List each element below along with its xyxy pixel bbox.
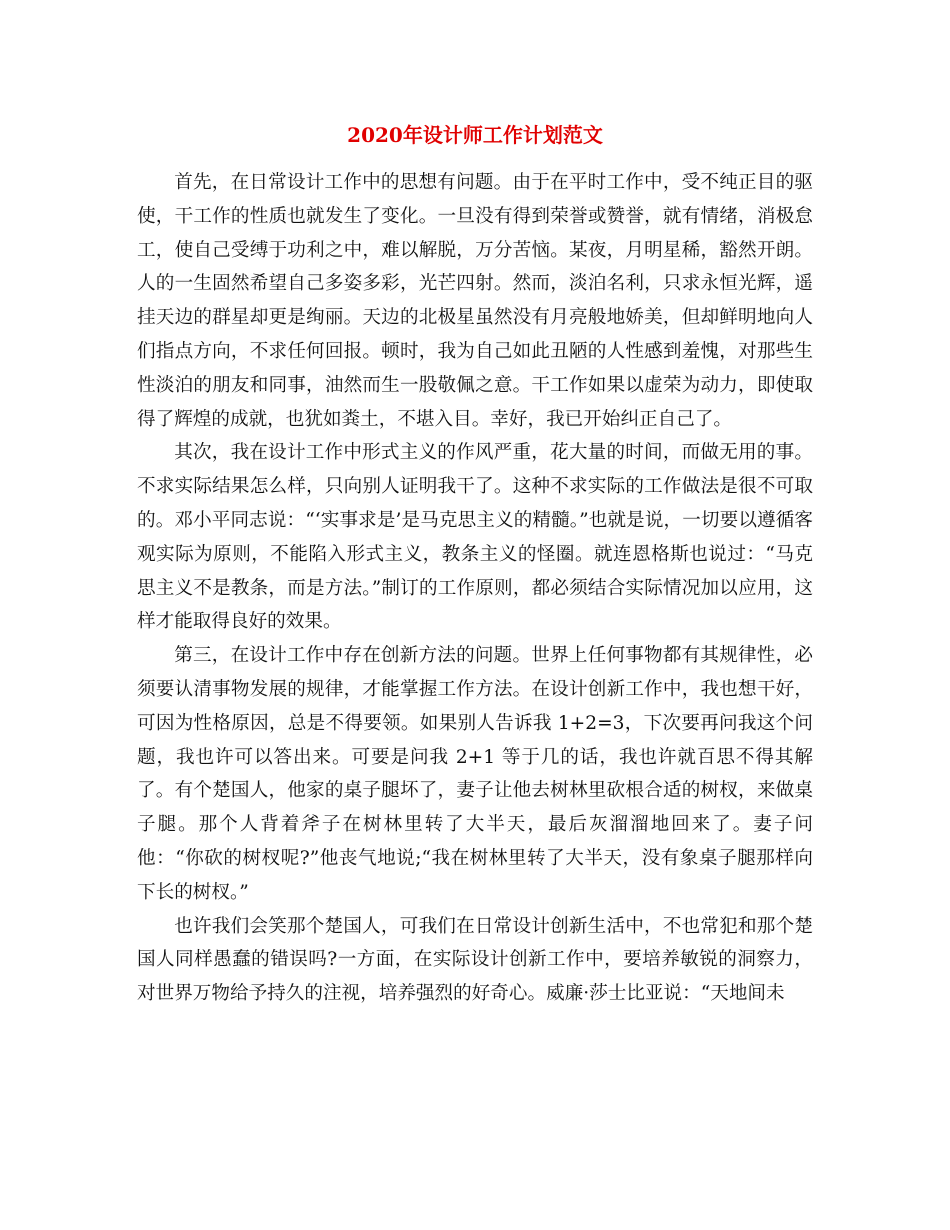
paragraph-4: 也许我们会笑那个楚国人，可我们在日常设计创新生活中，不也常犯和那个楚国人同样愚蠢的错误吗?一方面，在实际设计创新工作中，要培养敏锐的洞察力，对世界万物给予持久的注视，培养强烈的好奇心。威廉·莎士比亚说：“天地间未 xyxy=(137,915,813,1005)
paragraph-2: 其次，我在设计工作中形式主义的作风严重，花大量的时间，而做无用的事。不求实际结果怎么样，只向别人证明我干了。这种不求实际的工作做法是很不可取的。邓小平同志说：“‘实事求是’是马克思主义的精髓。”也就是说，一切要以遵循客观实际为原则，不能陷入形式主义，教条主义的怪圈。就连恩格斯也说过：“马克思主义不是教条，而是方法。”制订的工作原则，都必须结合实际情况加以应用，这样才能取得良好的效果。 xyxy=(137,442,813,633)
paragraph-3: 第三，在设计工作中存在创新方法的问题。世界上任何事物都有其规律性，必须要认清事物发展的规律，才能掌握工作方法。在设计创新工作中，我也想干好，可因为性格原因，总是不得要领。如果别人告诉我 1+2=3，下次要再问我这个问题，我也许可以答出来。可要是问我 2+1 等于几的话，我也许就百思不得其解了。有个楚国人，他家的桌子腿坏了，妻子让他去树林里砍根合适的树杈，来做桌子腿。那个人背着斧子在树林里转了大半天，最后灰溜溜地回来了。妻子问他：“你砍的树杈呢?”他丧气地说;“我在树林里转了大半天，没有象桌子腿那样向下长的树杈。” xyxy=(137,645,813,903)
document-body xyxy=(137,166,813,1011)
document-title: 2020年设计师工作计划范文 xyxy=(347,123,603,147)
paragraph-1: 首先，在日常设计工作中的思想有问题。由于在平时工作中，受不纯正目的驱使，干工作的性质也就发生了变化。一旦没有得到荣誉或赞誉，就有情绪，消极怠工，使自己受缚于功利之中，难以解脱，万分苦恼。某夜，月明星稀，豁然开朗。人的一生固然希望自己多姿多彩，光芒四射。然而，淡泊名利，只求永恒光辉，遥挂天边的群星却更是绚丽。天边的北极星虽然没有月亮般地娇美，但却鲜明地向人们指点方向，不求任何回报。顿时，我为自己如此丑陋的人性感到羞愧，对那些生性淡泊的朋友和同事，油然而生一股敬佩之意。干工作如果以虚荣为动力，即使取得了辉煌的成就，也犹如粪土，不堪入目。幸好，我已开始纠正自己了。 xyxy=(137,172,813,430)
